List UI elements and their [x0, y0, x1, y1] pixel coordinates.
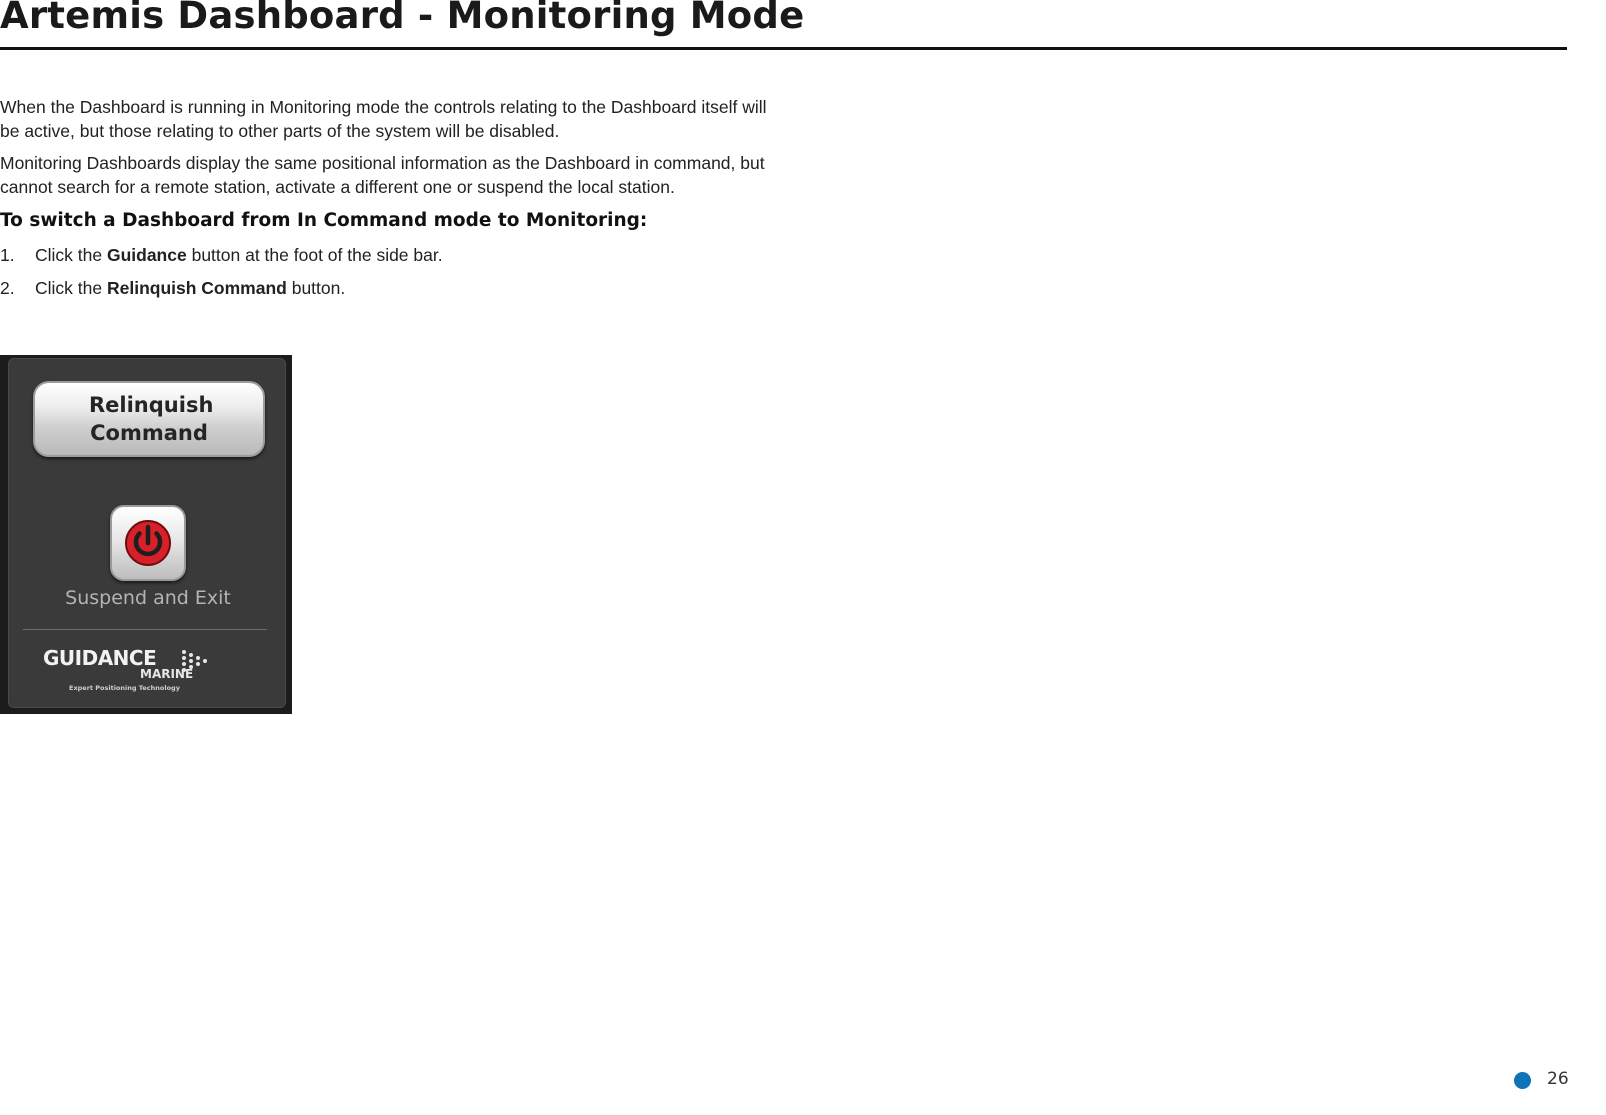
step-item: [0, 276, 790, 300]
document-body: [0, 95, 790, 309]
suspend-and-exit-button[interactable]: [110, 505, 186, 581]
step-text: Click the Guidance button at the foot of the side bar.: [35, 245, 443, 265]
procedure-heading: To switch a Dashboard from In Command mode to Monitoring:: [0, 210, 648, 231]
step-number: 1.: [0, 245, 15, 265]
step-text: Click the Relinquish Command button.: [35, 278, 346, 298]
logo-wordmark: GUIDANCE: [43, 646, 157, 670]
title-divider: [0, 47, 1567, 50]
suspend-and-exit-label[interactable]: Suspend and Exit: [65, 587, 231, 609]
relinquish-command-button[interactable]: [33, 381, 265, 457]
monitoring-paragraph: Monitoring Dashboards display the same positional information as the Dashboard in command, but cannot search for a remote station, activate a different one or suspend the local station.: [0, 153, 765, 197]
sidebar-screenshot: [0, 355, 292, 714]
relinquish-command-label: Relinquish Command: [89, 393, 214, 445]
page-number: 26: [1547, 1069, 1569, 1089]
panel-divider: [23, 629, 267, 630]
page-title: Artemis Dashboard - Monitoring Mode: [0, 0, 805, 37]
sidebar-panel: [8, 358, 286, 708]
logo-subtitle: MARINE: [140, 667, 194, 681]
step-number: 2.: [0, 278, 15, 298]
step-ui-term: Relinquish Command: [106, 278, 287, 298]
page-indicator-dot: [1514, 1072, 1531, 1089]
guidance-marine-logo: [43, 647, 233, 695]
step-item: [0, 243, 790, 267]
intro-paragraph: When the Dashboard is running in Monitoring mode the controls relating to the Dashboard itself will be active, but those relating to other parts of the system will be disabled.: [0, 97, 767, 141]
step-ui-term: Guidance: [106, 245, 187, 265]
procedure-steps: [0, 243, 790, 300]
power-icon: [123, 518, 173, 568]
logo-tagline: Expert Positioning Technology: [69, 684, 180, 692]
